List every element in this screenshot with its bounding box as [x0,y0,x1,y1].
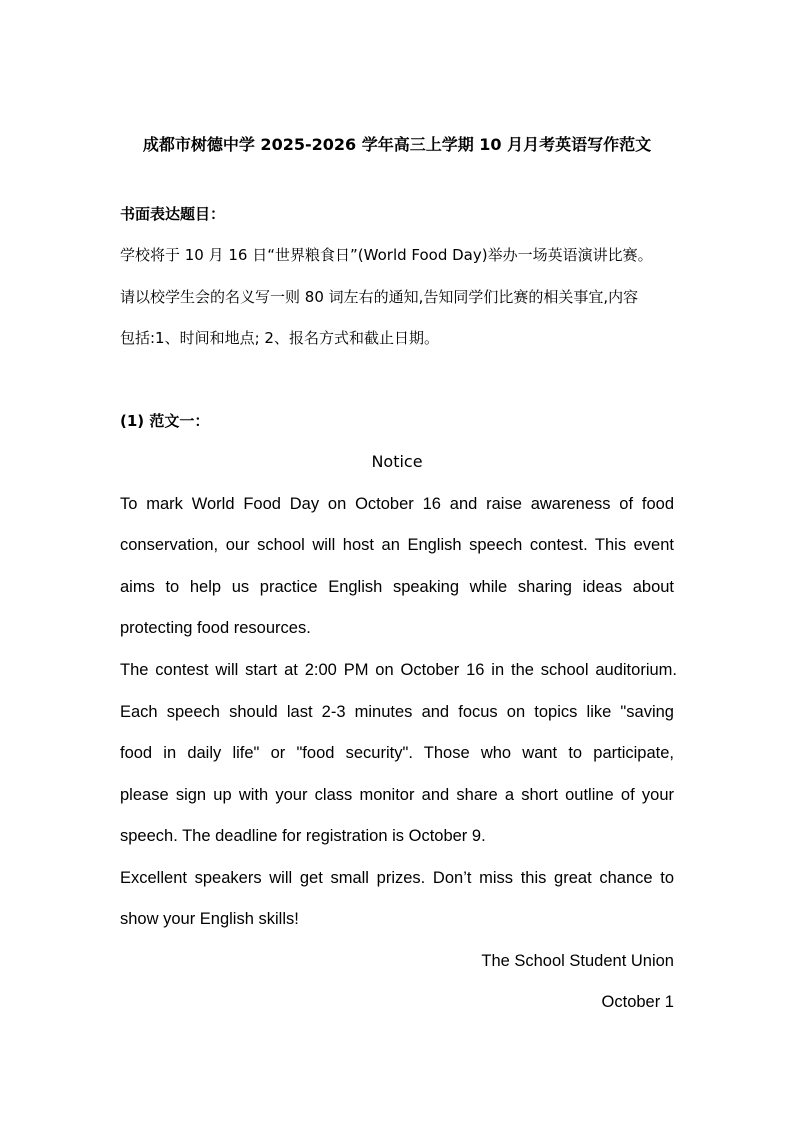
notice-line: The contest will start at 2:00 PM on October 16 in the school auditorium. [120,661,677,679]
prompt-line: 请以校学生会的名义写一则 80 词左右的通知,告知同学们比赛的相关事宜,内容 [120,288,639,306]
notice-line: protecting food resources. [120,619,311,637]
prompt-line: 包括:1、时间和地点; 2、报名方式和截止日期。 [120,329,439,347]
notice-signature: The School Student Union [481,952,674,970]
notice-line: show your English skills! [120,910,299,928]
notice-title: Notice [371,452,423,471]
sample-heading: (1) 范文一： [120,412,210,430]
prompt-heading: 书面表达题目： [120,205,226,223]
notice-line: Excellent speakers will get small prizes. Don’t miss this great chance to [120,869,674,887]
notice-line: food in daily life" or "food security". Those who want to participate, [120,744,674,762]
notice-line: To mark World Food Day on October 16 and raise awareness of food [120,495,674,513]
notice-line: aims to help us practice English speaking while sharing ideas about [120,578,674,596]
notice-line: please sign up with your class monitor and share a short outline of your [120,786,674,804]
prompt-line: 学校将于 10 月 16 日“世界粮食日”(World Food Day)举办一场英语演讲比赛。 [120,246,653,264]
notice-line: conservation, our school will host an English speech contest. This event [120,536,674,554]
notice-date: October 1 [601,993,674,1011]
notice-line: Each speech should last 2-3 minutes and focus on topics like "saving [120,703,674,721]
document-title: 成都市树德中学 2025-2026 学年高三上学期 10 月月考英语写作范文 [142,135,652,154]
notice-line: speech. The deadline for registration is October 9. [120,827,486,845]
